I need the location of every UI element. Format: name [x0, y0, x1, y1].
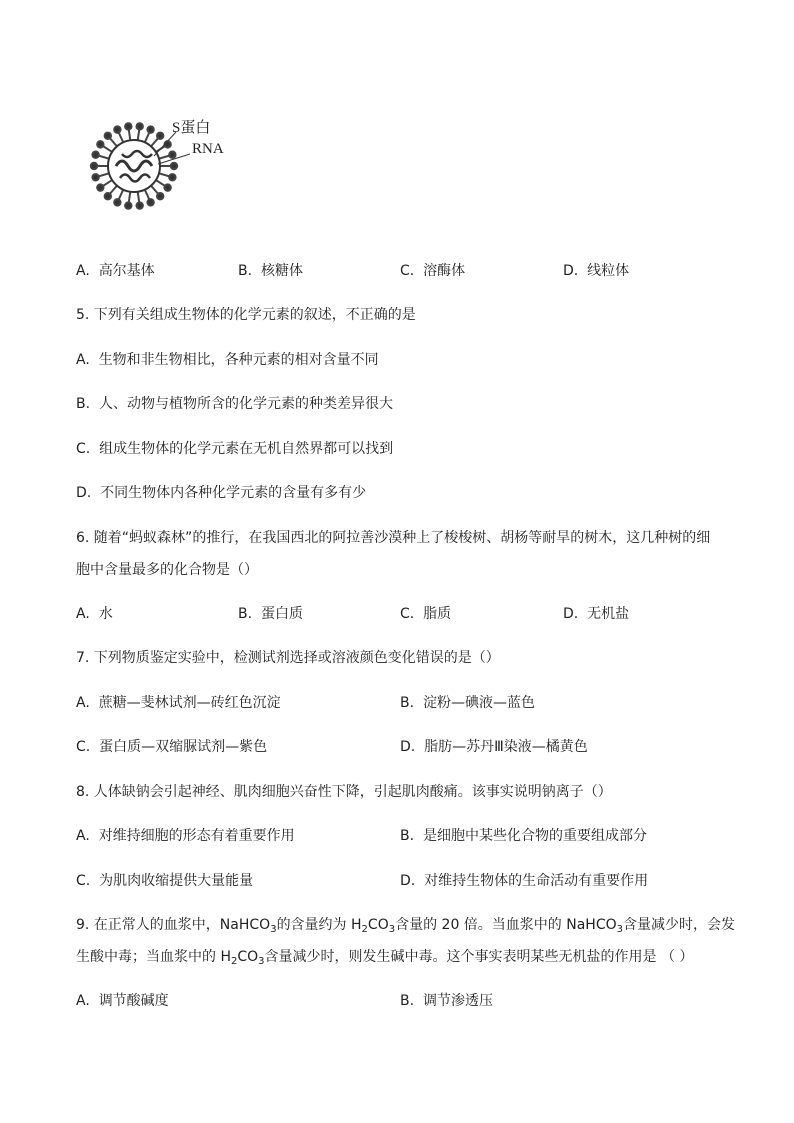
rna-label: RNA: [192, 141, 224, 157]
spike-head: [92, 174, 98, 180]
q5-option-c[interactable]: [76, 439, 393, 459]
option-text: 淀粉—碘液—蓝色: [422, 695, 535, 711]
option-letter: B.: [400, 828, 415, 844]
option-text: 生物和非生物相比，各种元素的相对含量不同: [98, 352, 379, 368]
q9-text: 生酸中毒；当血浆中的 H: [76, 949, 231, 965]
option-text: 调节渗透压: [422, 993, 493, 1009]
option-letter: A.: [76, 352, 90, 368]
option-letter: B.: [76, 396, 91, 412]
spike-head: [105, 133, 111, 139]
spike-head: [92, 152, 98, 158]
option-text: 人、动物与植物所含的化学元素的种类差异很大: [98, 396, 393, 412]
option-letter: C.: [76, 441, 91, 457]
spike-head: [136, 202, 142, 208]
spike-head: [97, 141, 103, 147]
option-letter: D.: [563, 606, 579, 622]
subscript: 3: [616, 924, 624, 935]
q6-option-a[interactable]: [76, 604, 113, 624]
option-letter: C.: [400, 606, 415, 622]
option-letter: A.: [76, 828, 90, 844]
q8-option-b[interactable]: [400, 826, 647, 846]
option-text: 无机盐: [587, 606, 630, 622]
option-text: 调节酸碱度: [98, 993, 169, 1009]
coronavirus-icon: [86, 114, 246, 224]
spike-head: [114, 126, 120, 132]
option-text: 脂肪—苏丹Ⅲ染液—橘黄色: [424, 739, 588, 755]
q6-option-b[interactable]: [238, 604, 303, 624]
q4-option-d[interactable]: [563, 261, 629, 281]
q9-stem-line2: [76, 947, 693, 967]
spike-head: [164, 184, 170, 190]
option-letter: C.: [76, 739, 91, 755]
option-letter: D.: [400, 873, 416, 889]
spike-head: [125, 123, 131, 129]
q9-text: CO: [367, 917, 389, 933]
q6-option-d[interactable]: [563, 604, 629, 624]
q9-text: 含量的 20 倍。当血浆中的 NaHCO: [395, 917, 617, 933]
option-letter: C.: [76, 873, 91, 889]
subscript: 3: [258, 956, 265, 967]
spike-head: [136, 123, 142, 129]
option-text: 蛋白质: [260, 606, 303, 622]
q6-stem-line2: 胞中含量最多的化合物是（）: [76, 562, 258, 578]
spike-head: [171, 163, 177, 169]
q9-text: 的含量约为 H: [276, 917, 362, 933]
q9-text: 含量减少时，会发: [623, 917, 736, 933]
spike-head: [91, 163, 97, 169]
spike-head: [147, 126, 153, 132]
option-text: 对维持生物体的生命活动有重要作用: [424, 873, 649, 889]
q5-option-d[interactable]: [76, 483, 366, 503]
option-letter: A.: [76, 606, 90, 622]
q9-text: 含量减少时，则发生碱中毒。这个事实表明某些无机盐的作用是 （ ）: [264, 949, 694, 965]
coronavirus-figure: [86, 114, 246, 224]
q9-text: CO: [237, 949, 259, 965]
q9-option-b[interactable]: [400, 991, 493, 1011]
q8-option-a[interactable]: [76, 826, 295, 846]
option-letter: D.: [400, 739, 416, 755]
option-text: 蛋白质—双缩脲试剂—紫色: [99, 739, 268, 755]
option-letter: B.: [238, 606, 253, 622]
option-text: 组成生物体的化学元素在无机自然界都可以找到: [99, 441, 394, 457]
option-text: 是细胞中某些化合物的重要组成部分: [422, 828, 647, 844]
spike-head: [147, 199, 153, 205]
option-letter: B.: [400, 993, 415, 1009]
option-letter: A.: [76, 993, 90, 1009]
q7-option-a[interactable]: [76, 693, 281, 713]
q6-stem-line1: 6. 随着“蚂蚁森林”的推行，在我国西北的阿拉善沙漠种上了梭梭树、胡杨等耐旱的树木，这几种树的细: [76, 530, 711, 546]
option-text: 核糖体: [260, 263, 303, 279]
q7-stem: 7. 下列物质鉴定实验中，检测试剂选择或溶液颜色变化错误的是（）: [76, 650, 500, 666]
q8-stem: 8. 人体缺钠会引起神经、肌肉细胞兴奋性下降，引起肌肉酸痛。该事实说明钠离子（）: [76, 784, 612, 800]
q9-option-a[interactable]: [76, 991, 169, 1011]
q5-option-b[interactable]: [76, 394, 393, 414]
spike-head: [97, 184, 103, 190]
q9-text: 9. 在正常人的血浆中，NaHCO: [76, 917, 271, 933]
s-protein-label: S蛋白: [172, 120, 211, 136]
spike-head: [164, 141, 170, 147]
subscript: 2: [361, 924, 368, 935]
spike-head: [157, 193, 163, 199]
q7-option-b[interactable]: [400, 693, 535, 713]
q4-option-a[interactable]: [76, 261, 155, 281]
q5-option-a[interactable]: [76, 350, 379, 370]
option-text: 不同生物体内各种化学元素的含量有多有少: [100, 485, 367, 501]
spike-head: [105, 193, 111, 199]
option-text: 溶酶体: [423, 263, 466, 279]
option-text: 对维持细胞的形态有着重要作用: [98, 828, 295, 844]
q8-option-d[interactable]: [400, 871, 648, 891]
q8-option-c[interactable]: [76, 871, 253, 891]
option-text: 线粒体: [587, 263, 630, 279]
q5-stem: 5. 下列有关组成生物体的化学元素的叙述，不正确的是: [76, 307, 416, 323]
subscript: 2: [230, 956, 238, 967]
subscript: 3: [270, 924, 277, 935]
option-letter: B.: [238, 263, 253, 279]
option-text: 为肌肉收缩提供大量能量: [99, 873, 254, 889]
option-letter: C.: [400, 263, 415, 279]
spike-head: [157, 133, 163, 139]
option-letter: B.: [400, 695, 415, 711]
q7-option-c[interactable]: [76, 737, 267, 757]
q7-option-d[interactable]: [400, 737, 588, 757]
subscript: 3: [388, 924, 396, 935]
option-letter: D.: [76, 485, 92, 501]
option-letter: A.: [76, 263, 90, 279]
option-text: 脂质: [423, 606, 452, 622]
spike-head: [169, 152, 175, 158]
q9-stem-line1: [76, 915, 735, 935]
spike-head: [114, 199, 120, 205]
option-text: 水: [98, 606, 113, 622]
option-letter: A.: [76, 695, 90, 711]
spike-head: [125, 202, 131, 208]
option-text: 蔗糖—斐林试剂—砖红色沉淀: [98, 695, 281, 711]
option-letter: D.: [563, 263, 579, 279]
q4-option-b[interactable]: [238, 261, 303, 281]
spike-head: [169, 174, 175, 180]
q6-option-c[interactable]: [400, 604, 451, 624]
option-text: 高尔基体: [98, 263, 155, 279]
q4-option-c[interactable]: [400, 261, 465, 281]
